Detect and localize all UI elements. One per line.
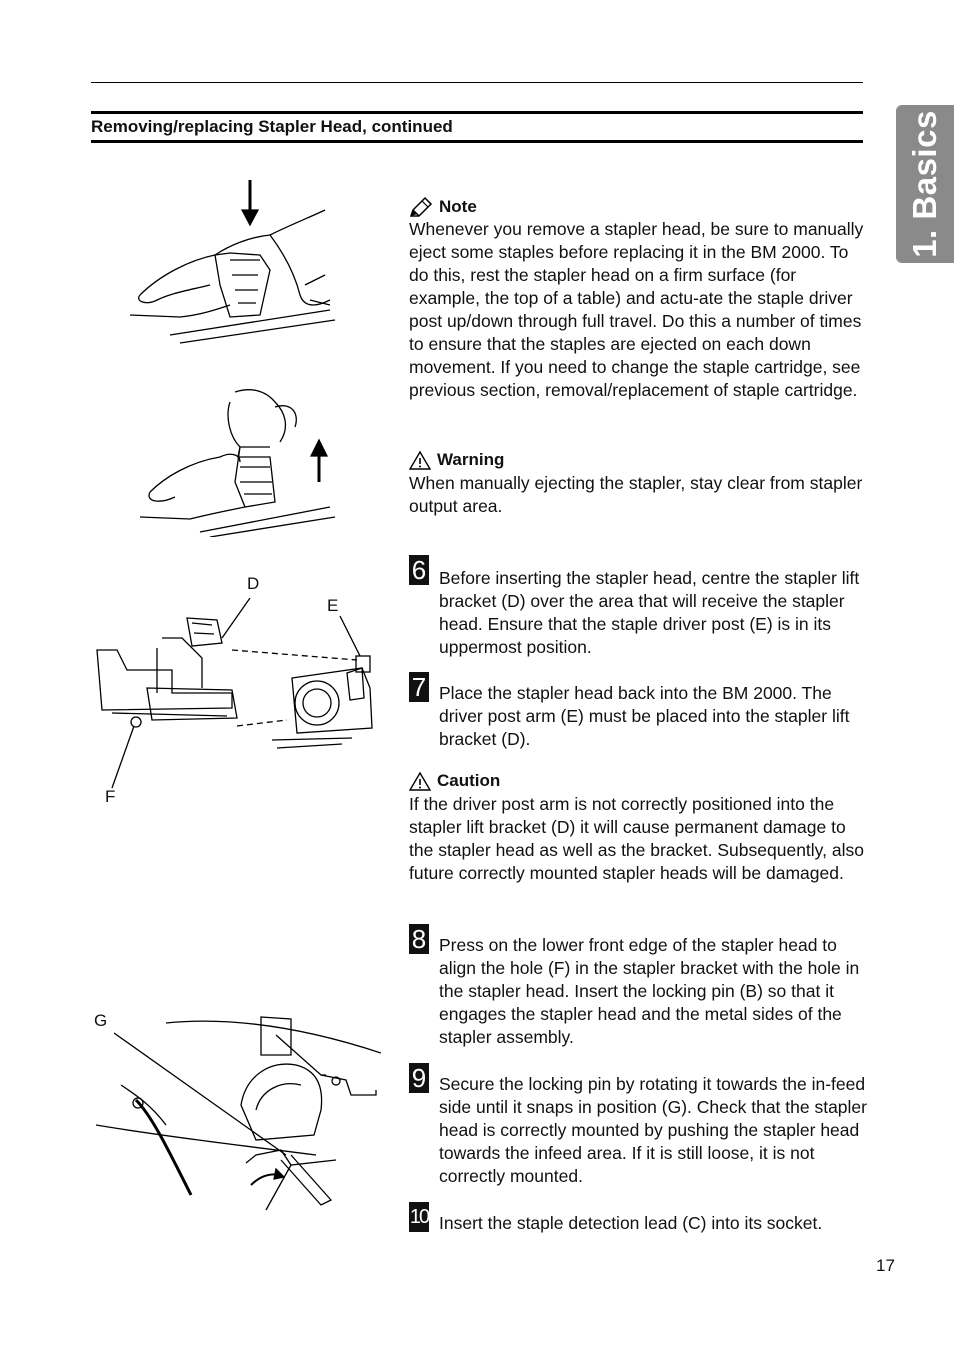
step-7-text: Place the stapler head back into the BM 2000. The driver post arm (E) must be placed into the stapler lift bracket (D). (439, 683, 850, 749)
warning-text: When manually ejecting the stapler, stay clear from stapler output area. (409, 473, 863, 516)
step-6-number: 6 (409, 555, 429, 585)
warning-triangle-icon (409, 450, 431, 470)
warning-heading (409, 450, 504, 470)
step-8-text: Press on the lower front edge of the stapler head to align the hole (F) in the stapler bracket with the hole in the stapler head. Insert the locking pin (B) so that it engages the stapler head and the metal sides of the stapler assembly. (439, 935, 860, 1047)
label-e: E (327, 596, 339, 615)
section-rule-bottom (91, 140, 863, 143)
section-rule-top (91, 111, 863, 114)
page-number: 17 (876, 1256, 895, 1275)
step-7-number: 7 (409, 672, 429, 702)
step-10-number: 10 (409, 1202, 429, 1232)
chapter-side-tab (896, 105, 954, 263)
caution-heading-text: Caution (437, 771, 501, 790)
note-heading-text: Note (439, 197, 477, 216)
note-text: Whenever you remove a stapler head, be sure to manually eject some staples before replacing it in the BM 2000. To do this, rest the stapler head on a firm surface (for example, the top of a table) and actu-ate the staple driver post up/down through full travel. Do this a number of times to ensure that the staples are ejected on each down movement. If you need to change the staple cartridge, see previous section, removal/replacement of staple cartridge. (409, 219, 864, 400)
step-9-text: Secure the locking pin by rotating it towards the in-feed side until it snaps in position (G). Check that the stapler head is correctly mounted by pushing the stapler head towards the infeed area. If it is still loose, it is not correctly mounted. (439, 1074, 867, 1186)
warning-heading-text: Warning (437, 450, 505, 469)
step-10-text: Insert the staple detection lead (C) into its socket. (439, 1213, 823, 1233)
figure-bracket-alignment (92, 598, 392, 798)
top-rule (91, 82, 863, 83)
pencil-icon (409, 196, 433, 218)
section-title: Removing/replacing Stapler Head, continued (91, 117, 453, 136)
step-6-text: Before inserting the stapler head, centre the stapler lift bracket (D) over the area that will receive the stapler head. Ensure that the staple driver post (E) is in its uppermost position. (439, 568, 860, 657)
figure-locking-pin (96, 1015, 381, 1215)
figure-pull-up (140, 382, 340, 537)
step-9-number: 9 (409, 1063, 429, 1093)
caution-heading (409, 771, 500, 791)
note-heading (409, 196, 477, 218)
label-g: G (94, 1011, 108, 1030)
warning-triangle-icon (409, 771, 431, 791)
caution-text: If the driver post arm is not correctly positioned into the stapler lift bracket (D) it will cause permanent damage to the stapler head as well as the bracket. Subsequently, also future correctly mounted stapler heads will be damaged. (409, 794, 864, 883)
label-d: D (247, 574, 260, 593)
chapter-tab-label: 1. Basics (906, 110, 943, 258)
step-8-number: 8 (409, 924, 429, 954)
figure-press-down (120, 175, 340, 345)
label-f: F (105, 787, 116, 806)
